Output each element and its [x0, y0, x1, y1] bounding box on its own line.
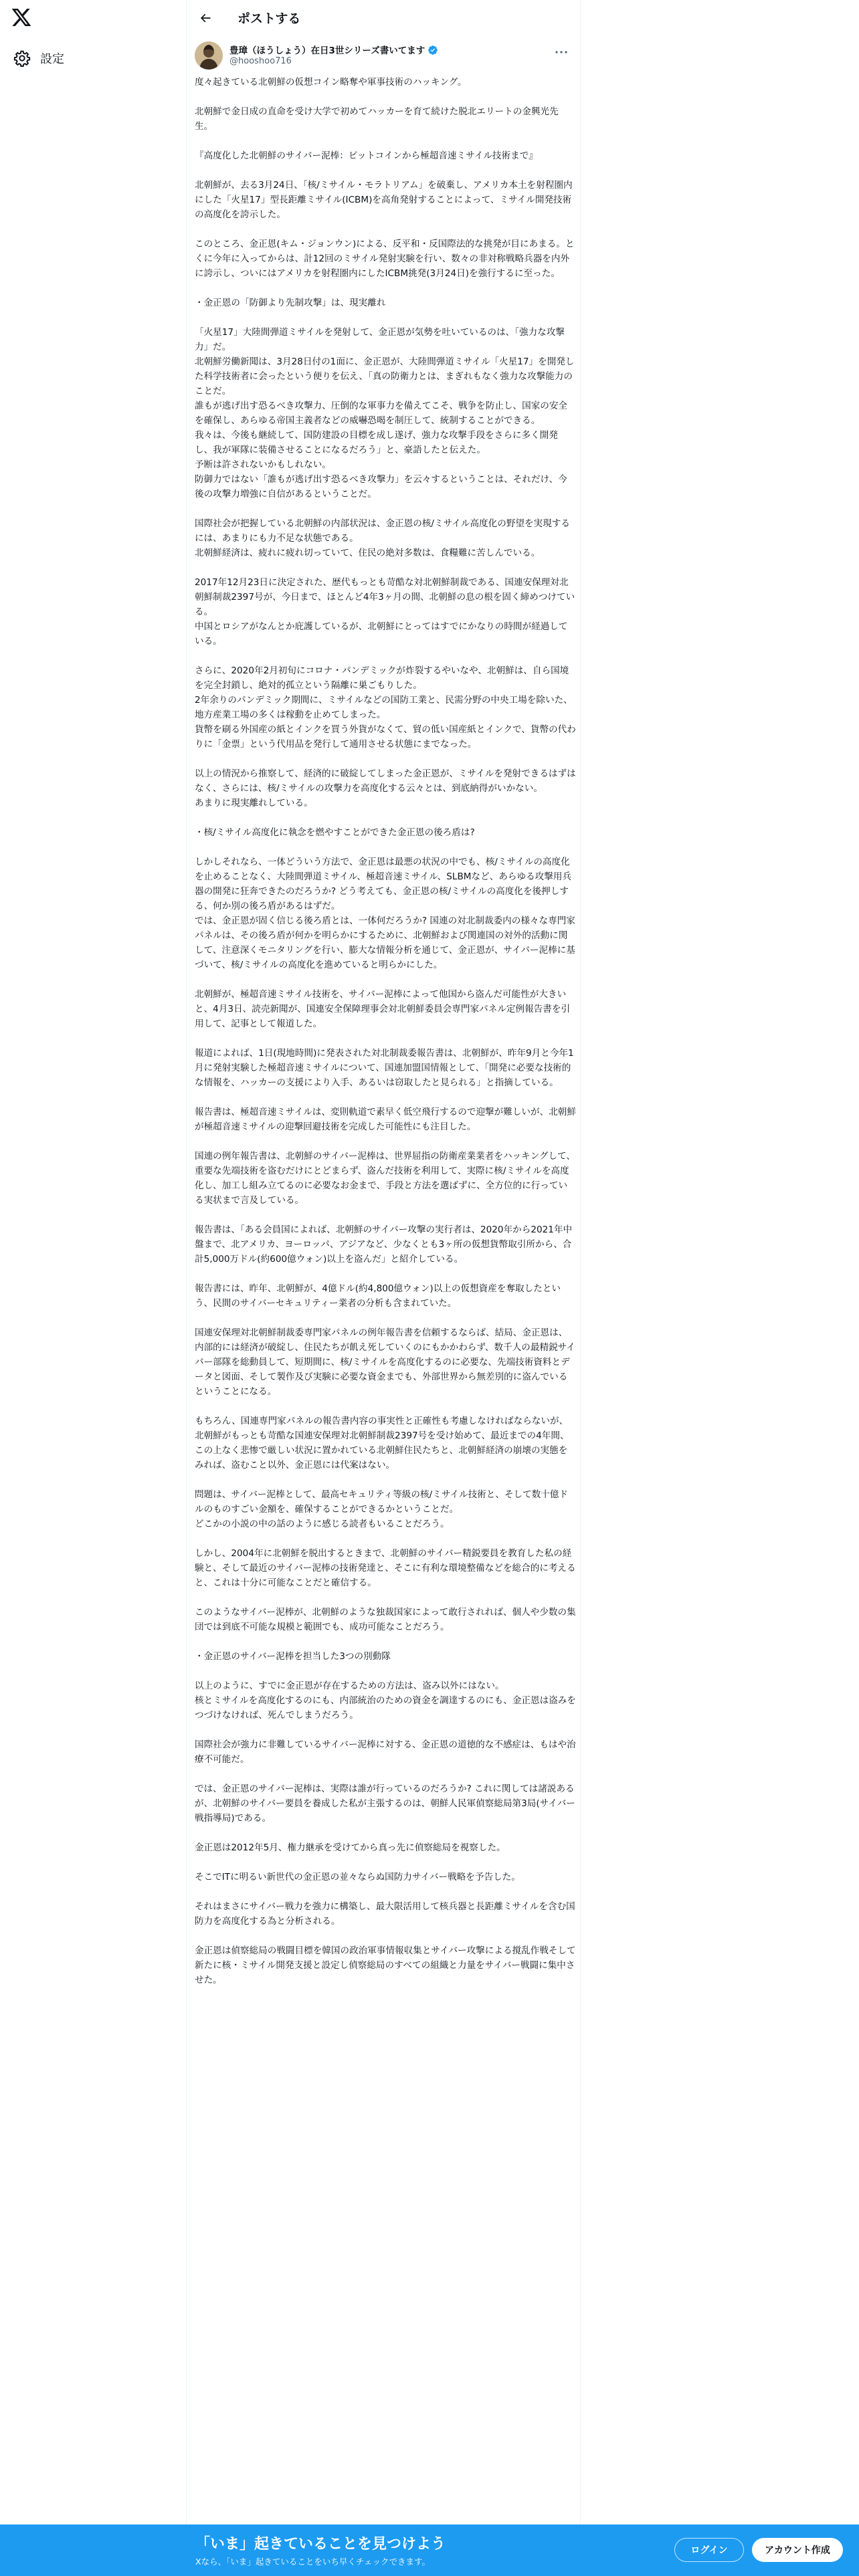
post-paragraph: 問題は、サイバー泥棒として、最高セキュリティ等級の核/ミサイル技術と、そして数十億ドルのものすごい金額を、確保することができるかということだ。 どこかの小説の中の話のように感じる読者もいることだろう。	[195, 1489, 569, 1529]
post-paragraph: しかしそれなら、一体どういう方法で、金正恩は最悪の状況の中でも、核/ミサイルの高度化を止めることなく、大陸間弾道ミサイル、極超音速ミサイル、SLBMなど、あらゆる攻撃用兵器の開発に狂奔できたのだろうか? どう考えても、金正恩の核/ミサイルの高度化を後押しする、何か別の後ろ盾があるはずだ。 では、金正恩が固く信じる後ろ盾とは、一体何だろうか? 国連の対北制裁委内の様々な専門家パネルは、その後ろ盾が何かを明らかにするために、北朝鮮および関連国の対外的活動に関して、注意深くモニタリングを行い、膨大な情報分析を通じて、金正恩が、サイバー泥棒に基づいて、核/ミサイルの高度化を進めていると明らかにした。	[195, 857, 575, 970]
post-paragraph: しかし、2004年に北朝鮮を脱出するときまで、北朝鮮のサイバー精鋭要員を教育した私の経験と、そして最近のサイバー泥棒の技術発達と、そこに有利な環境整備などを総合的に考えると、これは十分に可能なことだと確信する。	[195, 1548, 576, 1588]
post-paragraph: 金正恩は偵察総局の戦闘目標を韓国の政治軍事情報収集とサイバー攻撃による撹乱作戦そして新たに核・ミサイル開発支援と設定し偵察総局のすべての組織と力量をサイバー戦闘に集中させた。	[195, 1945, 576, 1985]
settings-label: 設定	[40, 52, 64, 66]
post-paragraph: 「火星17」大陸間弾道ミサイルを発射して、金正恩が気勢を吐いているのは、「強力な攻撃力」だ。 北朝鮮労働新聞は、3月28日付の1面に、金正恩が、大陸間弾道ミサイル「火星17」を開発した科学技術者に会ったという便りを伝え、「真の防衛力とは、まぎれもなく強力な攻撃能力のことだ。 誰もが逃げ出す恐るべき攻撃力、圧倒的な軍事力を備えてこそ、戦争を防止し、国家の安全を確保し、あらゆる帝国主義者などの威嚇恐喝を制圧して、統制することができる。 我々は、今後も継続して、国防建設の目標を成し遂げ、強力な攻撃手段をさらに多く開発し、我が軍隊に装備させることになるだろう」と、豪語したと伝えた。 予断は許されないかもしれない。 防御力ではない「誰もが逃げ出す恐るべき攻撃力」を云々するということは、それだけ、今後の攻撃力増強に自信があるということだ。	[195, 327, 575, 500]
left-navigation	[0, 0, 186, 2576]
login-button[interactable]: ログイン	[674, 2538, 744, 2562]
signup-banner	[0, 2525, 859, 2576]
post-paragraph: さらに、2020年2月初旬にコロナ・パンデミックが炸裂するやいなや、北朝鮮は、自ら国境を完全封鎖し、絶対的孤立という隔離に巣ごもりした。 2年余りのパンデミック期間に、ミサイルなどの国防工業と、民需分野の中央工場を除いた、地方産業工場の多くは稼動を止めてしまった。 貨幣を刷る外国産の紙とインクを買う外貨がなくて、貿の低い国産紙とインクで、貨幣の代わりに「金票」という代用品を発行して通用させる状態にまでなった。	[195, 665, 576, 750]
more-options-button[interactable]	[553, 44, 569, 60]
post-paragraph: 北朝鮮で金日成の直命を受け大学で初めてハッカーを育て続けた脱北エリートの金興光先生。	[195, 106, 559, 132]
post-paragraph: 度々起きている北朝鮮の仮想コイン略奪や軍事技術のハッキング。	[195, 77, 467, 88]
verified-badge-icon	[427, 45, 438, 56]
arrow-left-icon	[199, 11, 212, 25]
post-paragraph: ・金正恩のサイバー泥棒を担当した3つの別動隊	[195, 1651, 391, 1662]
post-paragraph: ・金正恩の「防御より先制攻撃」は、現実離れ	[195, 298, 386, 308]
post-paragraph: 以上の情況から推察して、経済的に破綻してしまった金正恩が、ミサイルを発射できるはずはなく、さらには、核/ミサイルの攻撃力を高度化する云々とは、到底納得がいかない。 あまりに現実離れしている。	[195, 768, 576, 809]
post-paragraph: 北朝鮮が、去る3月24日、「核/ミサイル・モラトリアム」を破棄し、アメリカ本土を射程圏内にした「火星17」型長距離ミサイル(ICBM)を高角発射することによって、ミサイル開発技術の高度化を誇示した。	[195, 180, 573, 220]
x-logo-icon[interactable]	[11, 7, 32, 28]
post-paragraph: 報告書は、「ある会員国によれば、北朝鮮のサイバー攻撃の実行者は、2020年から2021年中盤まで、北アメリカ、ヨーロッパ、アジアなど、少なくとも3ヶ所の仮想貨幣取引所から、合計5,000万ドル(約600億ウォン)以上を盗んだ」と紹介している。	[195, 1224, 573, 1265]
post-paragraph: 報告書には、昨年、北朝鮮が、4億ドル(約4,800億ウォン)以上の仮想資産を奪取したという、民間のサイバーセキュリティー業者の分析も含まれていた。	[195, 1283, 561, 1309]
post-paragraph: このところ、金正恩(キム・ジョンウン)による、反平和・反国際法的な挑発が目にあまる。とくに今年に入ってからは、計12回のミサイル発射実験を行い、数々の非対称戦略兵器を内外に誇示し、ついにはアメリカを射程圏内にしたICBM挑発(3月24日)を強行するに至った。	[195, 239, 575, 279]
post-paragraph: 報道によれば、1日(現地時間)に発表された対北制裁委報告書は、北朝鮮が、昨年9月と今年1月に発射実験した極超音速ミサイルについて、国連加盟国情報として、「開発に必要な技術的な情報を、ハッカーの支援により入手、あるいは窃取したと見られる」と指摘している。	[195, 1048, 574, 1088]
gear-icon	[13, 49, 31, 67]
author-name-text: 豊璋（ほうしょう）在日3世シリーズ書いてます	[229, 45, 425, 56]
post-paragraph: それはまさにサイバー戦力を強力に構築し、最大限活用して核兵器と長距離ミサイルを含む国防力を高度化する為と分析される。	[195, 1901, 575, 1927]
post-paragraph: では、金正恩のサイバー泥棒は、実際は誰が行っているのだろうか? これに関しては諸説あるが、北朝鮮のサイバー要員を養成した私が主張するのは、朝鮮人民軍偵察総局第3局(サイバー戦指導局)である。	[195, 1784, 575, 1824]
avatar[interactable]	[195, 41, 223, 70]
post-paragraph: 国連の例年報告書は、北朝鮮のサイバー泥棒は、世界屈指の防衛産業業者をハッキングして、重要な先端技術を盗むだけにとどまらず、盗んだ技術を利用して、実際に核/ミサイルを高度化し、加工し組み立てるのに必要なお金まで、手段と方法を選ばずに、全方位的に行っている実状まで言及している。	[195, 1151, 576, 1206]
post-paragraph: 2017年12月23日に決定された、歴代もっとも苛酷な対北朝鮮制裁である、国連安保理対北朝鮮制裁2397号が、今日まで、ほとんど4年3ヶ月の間、北朝鮮の息の根を固く締めつけている。 中国とロシアがなんとか庇護しているが、北朝鮮にとってはすでにかなりの時間が経過している。	[195, 577, 575, 647]
post-paragraph: 国際社会が把握している北朝鮮の内部状況は、金正恩の核/ミサイル高度化の野望を実現するには、あまりにも力不足な状態である。 北朝鮮経済は、疲れに疲れ切っていて、住民の絶対多数は、食糧難に苦しんでいる。	[195, 518, 570, 558]
post-paragraph: 国連安保理対北朝鮮制裁委専門家パネルの例年報告書を信頼するならば、結局、金正恩は、内部的には経済が破綻し、住民たちが飢え死していくのにもかかわらず、数千人の最精鋭サイバー部隊を総動員して、短期間に、核/ミサイルを高度化するのに必要な、先端技術資料とデータと図面、そして製作及び実験に必要な資金までも、外部世界から無差別的に盗んでいるということになる。	[195, 1327, 575, 1397]
post-header	[187, 0, 580, 35]
post-paragraph: 金正恩は2012年5月、権力継承を受けてから真っ先に偵察総局を視察した。	[195, 1842, 506, 1853]
post-paragraph: ・核/ミサイル高度化に執念を燃やすことができた金正恩の後ろ盾は?	[195, 827, 475, 838]
author-handle[interactable]: @hooshoo716	[229, 56, 292, 66]
more-horizontal-icon	[553, 44, 569, 60]
post-author	[195, 40, 573, 72]
post-paragraph: 国際社会が強力に非難しているサイバー泥棒に対する、金正恩の道徳的な不感症は、もはや治療不可能だ。	[195, 1739, 576, 1765]
back-button[interactable]	[193, 6, 217, 30]
banner-title: 「いま」起きていることを見つけよう	[195, 2536, 446, 2553]
post-paragraph: もちろん、国連専門家パネルの報告書内容の事実性と正確性も考慮しなければならないが、北朝鮮がもっとも苛酷な国連安保理対北朝鮮制裁2397号を受け始めて、最近までの4年間、この上なく悲惨で厳しい状況に置かれている北朝鮮住民たちと、北朝鮮経済の崩壊の実態をみれば、盗むこと以外、金正恩には代案はない。	[195, 1416, 569, 1471]
main-column	[186, 0, 581, 2576]
post-paragraph: 報告書は、極超音速ミサイルは、変則軌道で素早く低空飛行するので迎撃が難しいが、北朝鮮が極超音速ミサイルの迎撃回避技術を完成した可能性にも注目した。	[195, 1107, 576, 1132]
signup-button[interactable]: アカウント作成	[752, 2538, 843, 2562]
post-paragraph: そこでITに明るい新世代の金正恩の並々ならぬ国防力サイバー戦略を予告した。	[195, 1872, 520, 1883]
author-name[interactable]	[229, 43, 438, 56]
settings-nav-item[interactable]	[9, 44, 72, 72]
post-paragraph: このようなサイバー泥棒が、北朝鮮のような独裁国家によって敢行されれば、個人や少数の集団では到底不可能な規模と範囲でも、成功可能なことだろう。	[195, 1607, 576, 1632]
post-paragraph: 北朝鮮が、極超音速ミサイル技術を、サイバー泥棒によって他国から盗んだ可能性が大きいと、4月3日、読売新聞が、国連安全保障理事会対北朝鮮委員会専門家パネル定例報告書を引用して、記事として報道した。	[195, 989, 571, 1029]
post-text	[195, 75, 576, 2002]
banner-subtitle: Xなら、「いま」起きていることをいち早くチェックできます。	[195, 2557, 430, 2567]
post-paragraph: 以上のように、すでに金正恩が存在するための方法は、盗み以外にはない。 核とミサイルを高度化するのにも、内部統治のための資金を調達するのにも、金正恩は盗みをつづけなければ、死んでしまうだろう。	[195, 1681, 576, 1721]
page-title: ポストする	[237, 11, 301, 26]
post-paragraph: 『高度化した北朝鮮のサイバー泥棒：ビットコインから極超音速ミサイル技術まで』	[195, 150, 538, 161]
